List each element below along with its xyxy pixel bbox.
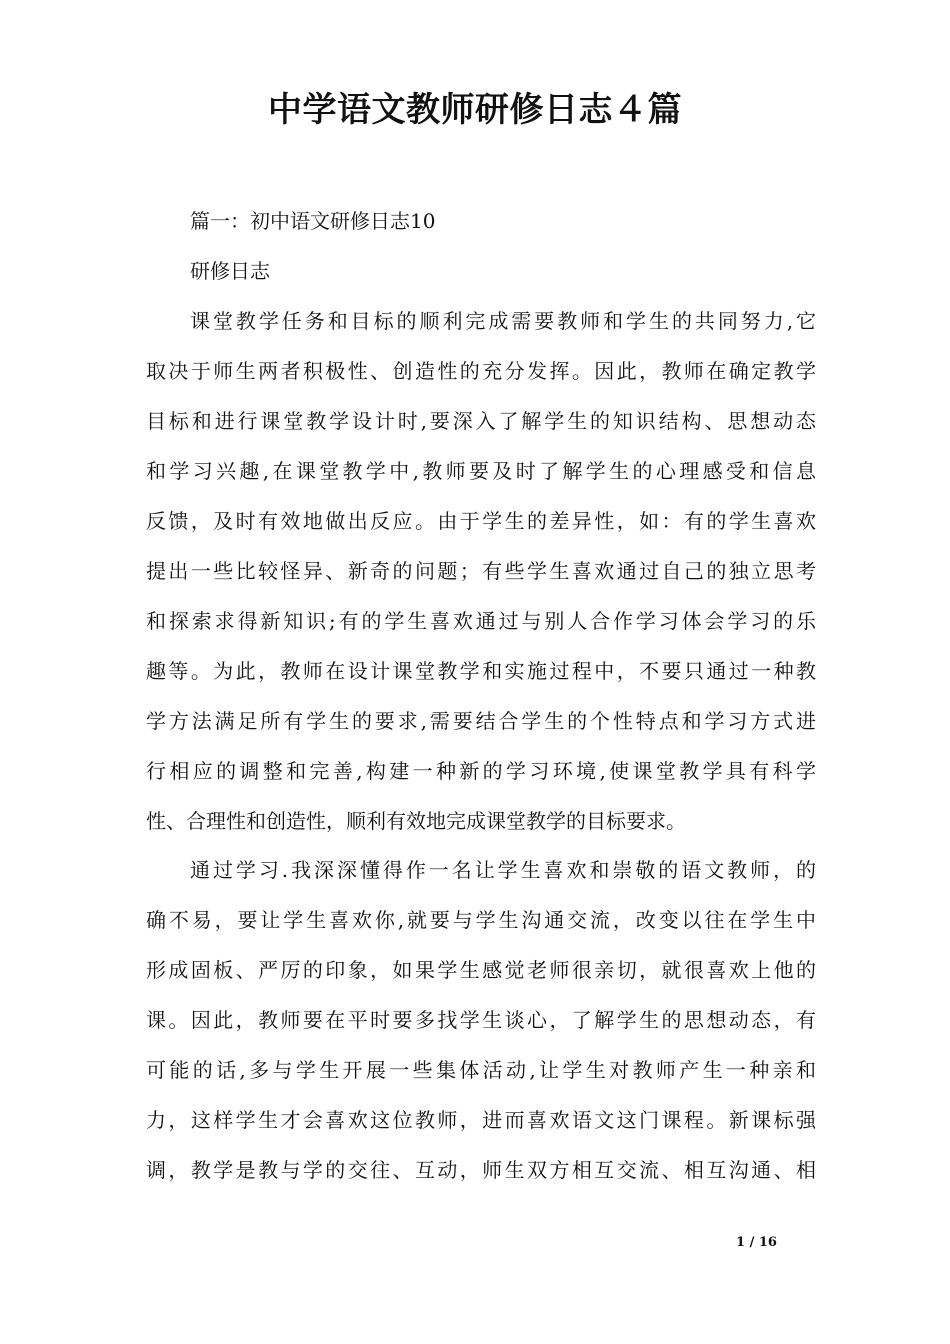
text-line: 和学习兴趣,在课堂教学中,教师要及时了解学生的心理感受和信息 bbox=[146, 459, 816, 483]
text-line: 目标和进行课堂教学设计时,要深入了解学生的知识结构、思想动态 bbox=[146, 409, 816, 433]
text-line: 和探索求得新知识;有的学生喜欢通过与别人合作学习体会学习的乐 bbox=[146, 609, 816, 633]
text-line: 反馈，及时有效地做出反应。由于学生的差异性，如：有的学生喜欢 bbox=[146, 509, 816, 533]
text-line: 学方法满足所有学生的要求,需要结合学生的个性特点和学习方式进 bbox=[146, 709, 816, 733]
body-paragraph-1 bbox=[146, 296, 816, 846]
page-number-text: 1 / 16 bbox=[736, 1235, 777, 1250]
text-line: 行相应的调整和完善,构建一种新的学习环境,使课堂教学具有科学 bbox=[146, 759, 816, 783]
text-line: 力，这样学生才会喜欢这位教师，进而喜欢语文这门课程。新课标强 bbox=[146, 1108, 816, 1132]
document-title: 中学语文教师研修日志４篇 bbox=[268, 90, 682, 130]
text-line: 趣等。为此，教师在设计课堂教学和实施过程中，不要只通过一种教 bbox=[146, 659, 816, 683]
text-line: 性、合理性和创造性，顺利有效地完成课堂教学的目标要求。 bbox=[146, 809, 686, 833]
text-line: 确不易，要让学生喜欢你,就要与学生沟通交流，改变以往在学生中 bbox=[146, 908, 816, 932]
text-line: 通过学习.我深深懂得作一名让学生喜欢和崇敬的语文教师，的 bbox=[190, 858, 816, 882]
body-paragraph-2 bbox=[146, 845, 816, 1195]
text-line: 调，教学是教与学的交往、互动，师生双方相互交流、相互沟通、相 bbox=[146, 1158, 816, 1182]
text-line: 可能的话,多与学生开展一些集体活动,让学生对教师产生一种亲和 bbox=[146, 1058, 816, 1082]
text-line: 提出一些比较怪异、新奇的问题；有些学生喜欢通过自己的独立思考 bbox=[146, 559, 816, 583]
text-line: 形成固板、严厉的印象，如果学生感觉老师很亲切，就很喜欢上他的 bbox=[146, 958, 816, 982]
section-heading: 篇一：初中语文研修日志10 bbox=[190, 209, 436, 233]
text-line: 课。因此，教师要在平时要多找学生谈心，了解学生的思想动态，有 bbox=[146, 1008, 816, 1032]
sub-heading: 研修日志 bbox=[190, 259, 270, 283]
text-line: 课堂教学任务和目标的顺利完成需要教师和学生的共同努力,它 bbox=[190, 309, 816, 333]
text-line: 取决于师生两者积极性、创造性的充分发挥。因此，教师在确定教学 bbox=[146, 359, 816, 383]
